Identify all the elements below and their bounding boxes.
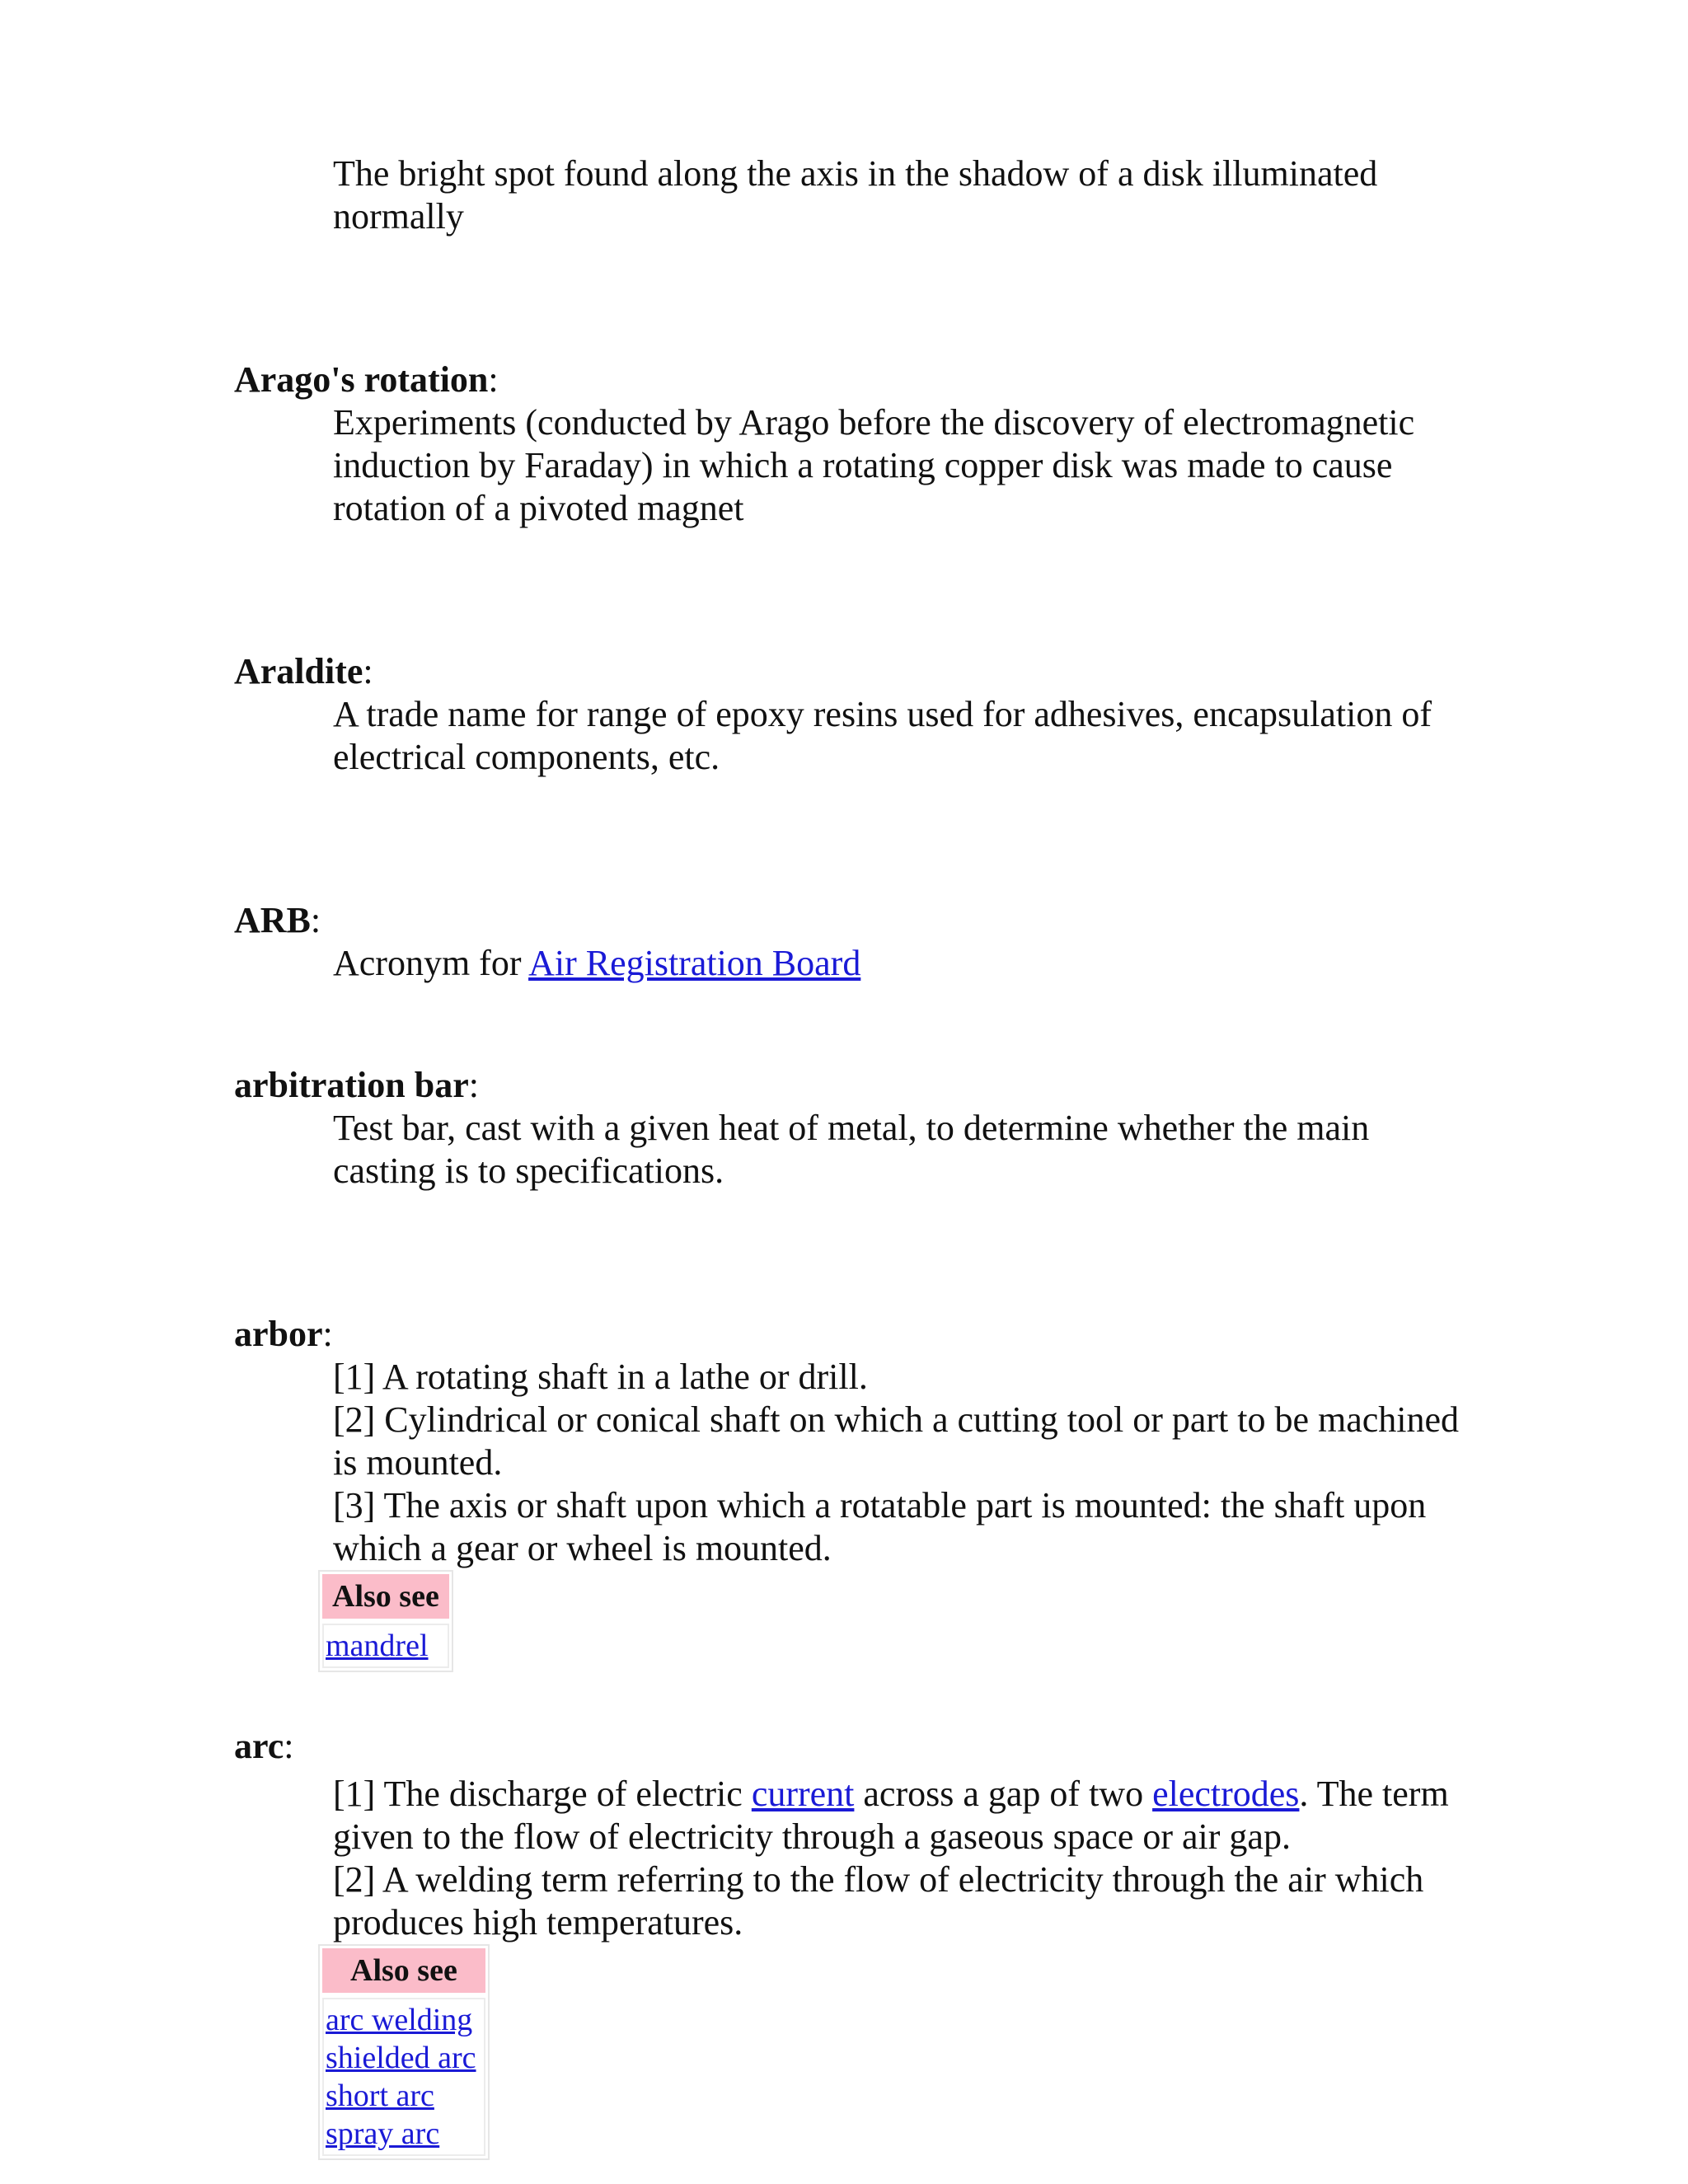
term bbox=[234, 359, 1470, 401]
glossary-entry bbox=[234, 152, 1470, 238]
term-colon: : bbox=[322, 1314, 333, 1354]
glossary-entry bbox=[234, 1313, 1470, 1672]
glossary-entry bbox=[234, 1725, 1470, 2160]
definition: Test bar, cast with a given heat of metal, to determine whether the main casting is to specifications. bbox=[333, 1108, 1370, 1191]
glossary-entry bbox=[234, 650, 1470, 779]
definition-text: . The term given to the flow of electricity through a gaseous space or air gap. bbox=[333, 1774, 1449, 1857]
glossary-entry bbox=[234, 1064, 1470, 1193]
also-see-box bbox=[318, 1944, 490, 2160]
definition-line: [3] The axis or shaft upon which a rotatable part is mounted: the shaft upon which a gear or wheel is mounted. bbox=[333, 1485, 1427, 1568]
glossary-list bbox=[234, 152, 1470, 2160]
definition-line: [2] A welding term referring to the flow of electricity through the air which produces high temperatures. bbox=[333, 1859, 1424, 1943]
definition-text: across a gap of two bbox=[854, 1774, 1153, 1814]
term-colon: : bbox=[468, 1065, 479, 1105]
definition-line bbox=[333, 1773, 1470, 1858]
shielded-arc-link[interactable]: shielded arc bbox=[326, 2041, 476, 2075]
term-colon: : bbox=[488, 359, 499, 400]
term-text: Araldite bbox=[234, 651, 363, 691]
term-text: arbitration bar bbox=[234, 1065, 469, 1105]
definition-prefix: Acronym for bbox=[333, 943, 529, 983]
definition-line: [2] Cylindrical or conical shaft on which a cutting tool or part to be machined is mounted. bbox=[333, 1399, 1460, 1483]
term bbox=[234, 899, 1470, 942]
definition bbox=[333, 942, 1470, 985]
term bbox=[234, 1725, 1470, 1768]
also-see-links bbox=[322, 1624, 449, 1668]
current-link[interactable]: current bbox=[751, 1774, 855, 1814]
also-see-box bbox=[318, 1570, 453, 1672]
term-text: arbor bbox=[234, 1314, 323, 1354]
definition: Experiments (conducted by Arago before the discovery of electromagnetic induction by Faraday) in which a rotating copper disk was made to cause rotation of a pivoted magnet bbox=[333, 402, 1415, 528]
definition-text: [1] The discharge of electric bbox=[333, 1774, 752, 1814]
term-colon: : bbox=[284, 1726, 294, 1766]
definition: The bright spot found along the axis in the shadow of a disk illuminated normally bbox=[333, 153, 1378, 237]
air-registration-board-link[interactable]: Air Registration Board bbox=[528, 943, 861, 983]
glossary-entry bbox=[234, 359, 1470, 530]
mandrel-link[interactable]: mandrel bbox=[326, 1629, 429, 1663]
term-colon: : bbox=[310, 900, 321, 940]
electrodes-link[interactable]: electrodes bbox=[1152, 1774, 1300, 1814]
term bbox=[234, 650, 1470, 693]
definition-line: [1] A rotating shaft in a lathe or drill. bbox=[333, 1357, 868, 1397]
spray-arc-link[interactable]: spray arc bbox=[326, 2116, 440, 2151]
term bbox=[234, 1313, 1470, 1356]
term-text: ARB bbox=[234, 900, 311, 940]
definition: A trade name for range of epoxy resins used for adhesives, encapsulation of electrical components, etc. bbox=[333, 694, 1432, 777]
also-see-header: Also see bbox=[322, 1574, 449, 1619]
arc-welding-link[interactable]: arc welding bbox=[326, 2003, 473, 2037]
term-colon: : bbox=[363, 651, 373, 691]
also-see-links bbox=[322, 1998, 485, 2156]
short-arc-link[interactable]: short arc bbox=[326, 2079, 434, 2113]
term-text: Arago's rotation bbox=[234, 359, 489, 400]
term bbox=[234, 1064, 1470, 1107]
glossary-entry bbox=[234, 899, 1470, 985]
also-see-header: Also see bbox=[322, 1948, 485, 1993]
term-text: arc bbox=[234, 1726, 284, 1766]
